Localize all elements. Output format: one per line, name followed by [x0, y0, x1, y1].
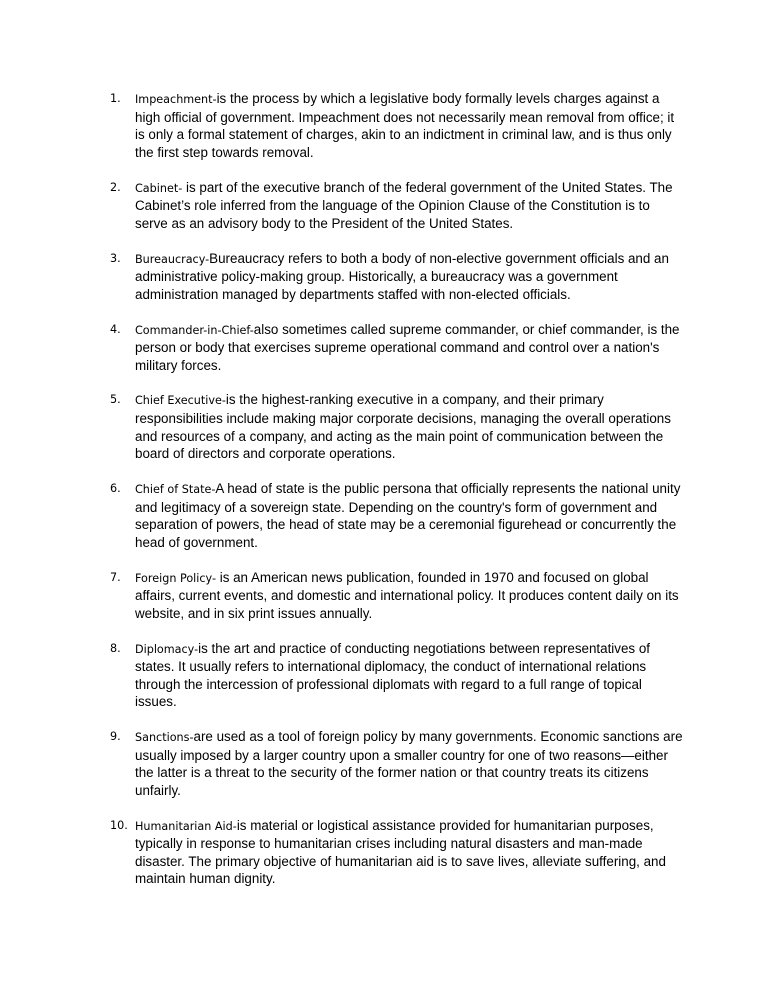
definition-list [110, 90, 685, 905]
item-number: 3. [110, 251, 121, 265]
list-item [110, 728, 685, 799]
item-term: Diplomacy- [135, 642, 199, 656]
item-number: 7. [110, 570, 121, 584]
list-item [110, 817, 685, 888]
item-term: Commander-in-Chief- [135, 323, 254, 337]
list-item [110, 569, 685, 623]
list-item [110, 321, 685, 375]
item-definition: is the highest-ranking executive in a company, and their primary responsibilities include making major corporate decisions, managing the overall operations and resources of a company, and acting as the main point of communication between the board of directors and corporate operations. [135, 392, 671, 462]
item-term: Impeachment- [135, 93, 217, 106]
item-number: 6. [110, 482, 121, 496]
item-definition: Bureaucracy refers to both a body of non-elective government officials and an administrative policy-making group. Historically, a bureaucracy was a government administration managed by departments staffed with non-elected officials. [135, 250, 669, 302]
item-term: Humanitarian Aid- [135, 819, 237, 833]
item-number: 9. [110, 730, 121, 744]
item-term: Cabinet- [135, 181, 183, 195]
item-definition: are used as a tool of foreign policy by many governments. Economic sanctions are usually imposed by a larger country upon a smaller country for one of two reasons—either the latter is a threat to the security of the former nation or that country treats its citizens unfairly. [135, 729, 683, 798]
item-number: 10. [110, 818, 128, 832]
item-definition: is the art and practice of conducting negotiations between representatives of states. It usually refers to international diplomacy, the conduct of international relations through the intercession of professional diplomats with regard to a full range of topical issues. [135, 640, 650, 710]
item-definition: A head of state is the public persona that officially represents the national unity and legitimacy of a sovereign state. Depending on the country's form of government and separation of powers, the head of state may be a ceremonial figurehead or concurrently the head of government. [135, 481, 681, 550]
item-term: Sanctions- [135, 731, 194, 745]
item-number: 2. [110, 180, 121, 194]
item-definition: is an American news publication, founded in 1970 and focused on global affairs, current events, and domestic and international policy. It produces content daily on its website, and in six print issues annually. [135, 569, 679, 621]
list-item [110, 179, 685, 233]
item-definition: is the process by which a legislative body formally levels charges against a high official of government. Impeachment does not necessarily mean removal from office; it is only a formal statement of charges, akin to an indictment in criminal law, and is thus only the first step towards removal. [135, 91, 675, 160]
list-item [110, 90, 685, 161]
item-number: 5. [110, 393, 121, 407]
item-definition: also sometimes called supreme commander, or chief commander, is the person or body that exercises supreme operational command and control over a nation's military forces. [135, 321, 680, 373]
list-item [110, 640, 685, 711]
item-term: Foreign Policy- [135, 571, 216, 585]
item-term: Chief of State- [135, 483, 216, 497]
item-term: Chief Executive- [135, 394, 226, 408]
item-term: Bureaucracy- [135, 252, 210, 266]
item-definition: is part of the executive branch of the federal government of the United States. The Cabinet’s role inferred from the language of the Opinion Clause of the Constitution is to serve as an advisory body to the President of the United States. [135, 179, 673, 231]
item-number: 4. [110, 322, 121, 336]
list-item [110, 250, 685, 304]
list-item [110, 480, 685, 551]
list-item [110, 391, 685, 462]
item-number: 8. [110, 641, 121, 655]
item-number: 1. [110, 92, 121, 105]
item-definition: is material or logistical assistance provided for humanitarian purposes, typically in response to humanitarian crises including natural disasters and man-made disaster. The primary objective of humanitarian aid is to save lives, alleviate suffering, and maintain human dignity. [135, 817, 666, 887]
